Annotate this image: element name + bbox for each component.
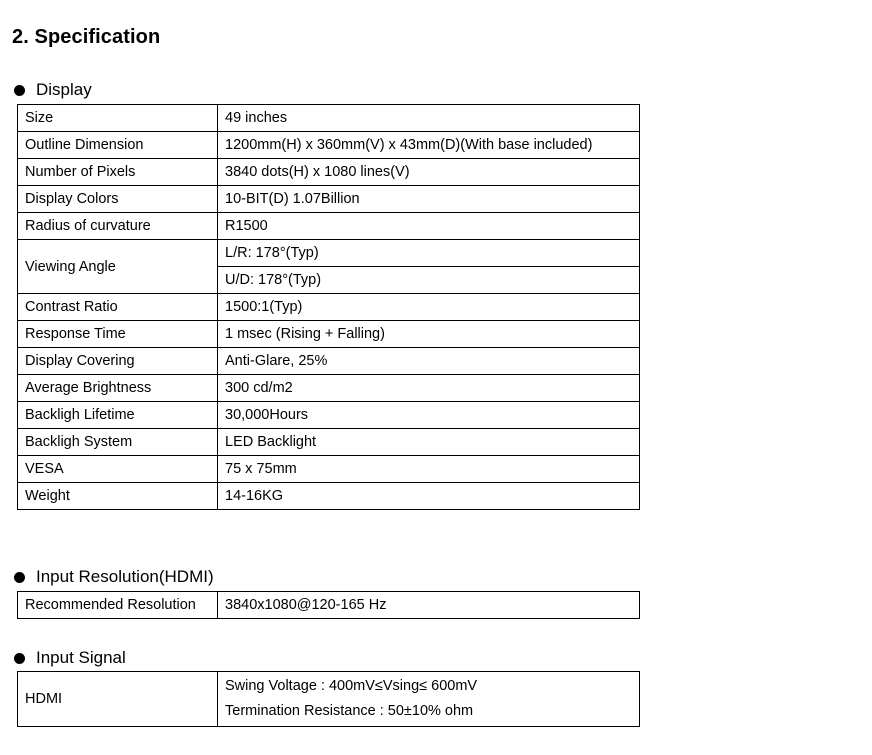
spec-label: Outline Dimension <box>18 132 218 159</box>
spec-label: Display Covering <box>18 348 218 375</box>
display-section-heading <box>14 80 92 100</box>
spec-label: Response Time <box>18 321 218 348</box>
spec-label: Radius of curvature <box>18 213 218 240</box>
spec-label: Viewing Angle <box>18 240 218 294</box>
input-signal-heading-label: Input Signal <box>36 648 126 667</box>
table-row <box>18 240 640 267</box>
spec-label: Display Colors <box>18 186 218 213</box>
table-row <box>18 105 640 132</box>
spec-value: 1500:1(Typ) <box>218 294 640 321</box>
spec-label: VESA <box>18 456 218 483</box>
spec-label: Backligh Lifetime <box>18 402 218 429</box>
spec-value: 49 inches <box>218 105 640 132</box>
spec-value: Anti-Glare, 25% <box>218 348 640 375</box>
spec-value-group <box>218 672 640 727</box>
table-row <box>18 294 640 321</box>
spec-label: Backligh System <box>18 429 218 456</box>
spec-label: Size <box>18 105 218 132</box>
table-row <box>18 402 640 429</box>
table-row <box>18 672 640 727</box>
table-row <box>18 592 640 619</box>
spec-value: L/R: 178°(Typ) <box>218 240 640 267</box>
input-resolution-section-heading <box>14 567 214 587</box>
table-row <box>18 483 640 510</box>
table-row <box>18 429 640 456</box>
spec-value: 3840x1080@120-165 Hz <box>218 592 640 619</box>
spec-label: Average Brightness <box>18 375 218 402</box>
spec-value: 30,000Hours <box>218 402 640 429</box>
table-row <box>18 456 640 483</box>
input-resolution-heading-label: Input Resolution(HDMI) <box>36 567 214 586</box>
bullet-icon <box>14 572 25 583</box>
table-row <box>18 321 640 348</box>
page-title: 2. Specification <box>12 26 161 48</box>
spec-label: HDMI <box>18 672 218 727</box>
spec-value: R1500 <box>218 213 640 240</box>
spec-label: Recommended Resolution <box>18 592 218 619</box>
spec-value: U/D: 178°(Typ) <box>218 267 640 294</box>
spec-value: 1200mm(H) x 360mm(V) x 43mm(D)(With base included) <box>218 132 640 159</box>
spec-value: Swing Voltage : 400mV≤Vsing≤ 600mV <box>225 678 478 694</box>
spec-value: 75 x 75mm <box>218 456 640 483</box>
bullet-icon <box>14 653 25 664</box>
spec-label: Contrast Ratio <box>18 294 218 321</box>
table-row <box>18 132 640 159</box>
spec-value: 300 cd/m2 <box>218 375 640 402</box>
input-signal-table <box>17 671 640 727</box>
spec-label: Weight <box>18 483 218 510</box>
table-row <box>18 186 640 213</box>
display-heading-label: Display <box>36 80 92 99</box>
spec-value: 3840 dots(H) x 1080 lines(V) <box>218 159 640 186</box>
table-row <box>18 348 640 375</box>
input-resolution-table <box>17 591 640 619</box>
table-row <box>18 159 640 186</box>
table-row <box>18 213 640 240</box>
bullet-icon <box>14 85 25 96</box>
input-signal-section-heading <box>14 648 126 668</box>
spec-value: LED Backlight <box>218 429 640 456</box>
display-spec-table <box>17 104 640 510</box>
spec-value: 1 msec (Rising + Falling) <box>218 321 640 348</box>
spec-value: 10-BIT(D) 1.07Billion <box>218 186 640 213</box>
spec-value: 14-16KG <box>218 483 640 510</box>
table-row <box>18 375 640 402</box>
spec-value: Termination Resistance : 50±10% ohm <box>225 703 474 719</box>
spec-label: Number of Pixels <box>18 159 218 186</box>
